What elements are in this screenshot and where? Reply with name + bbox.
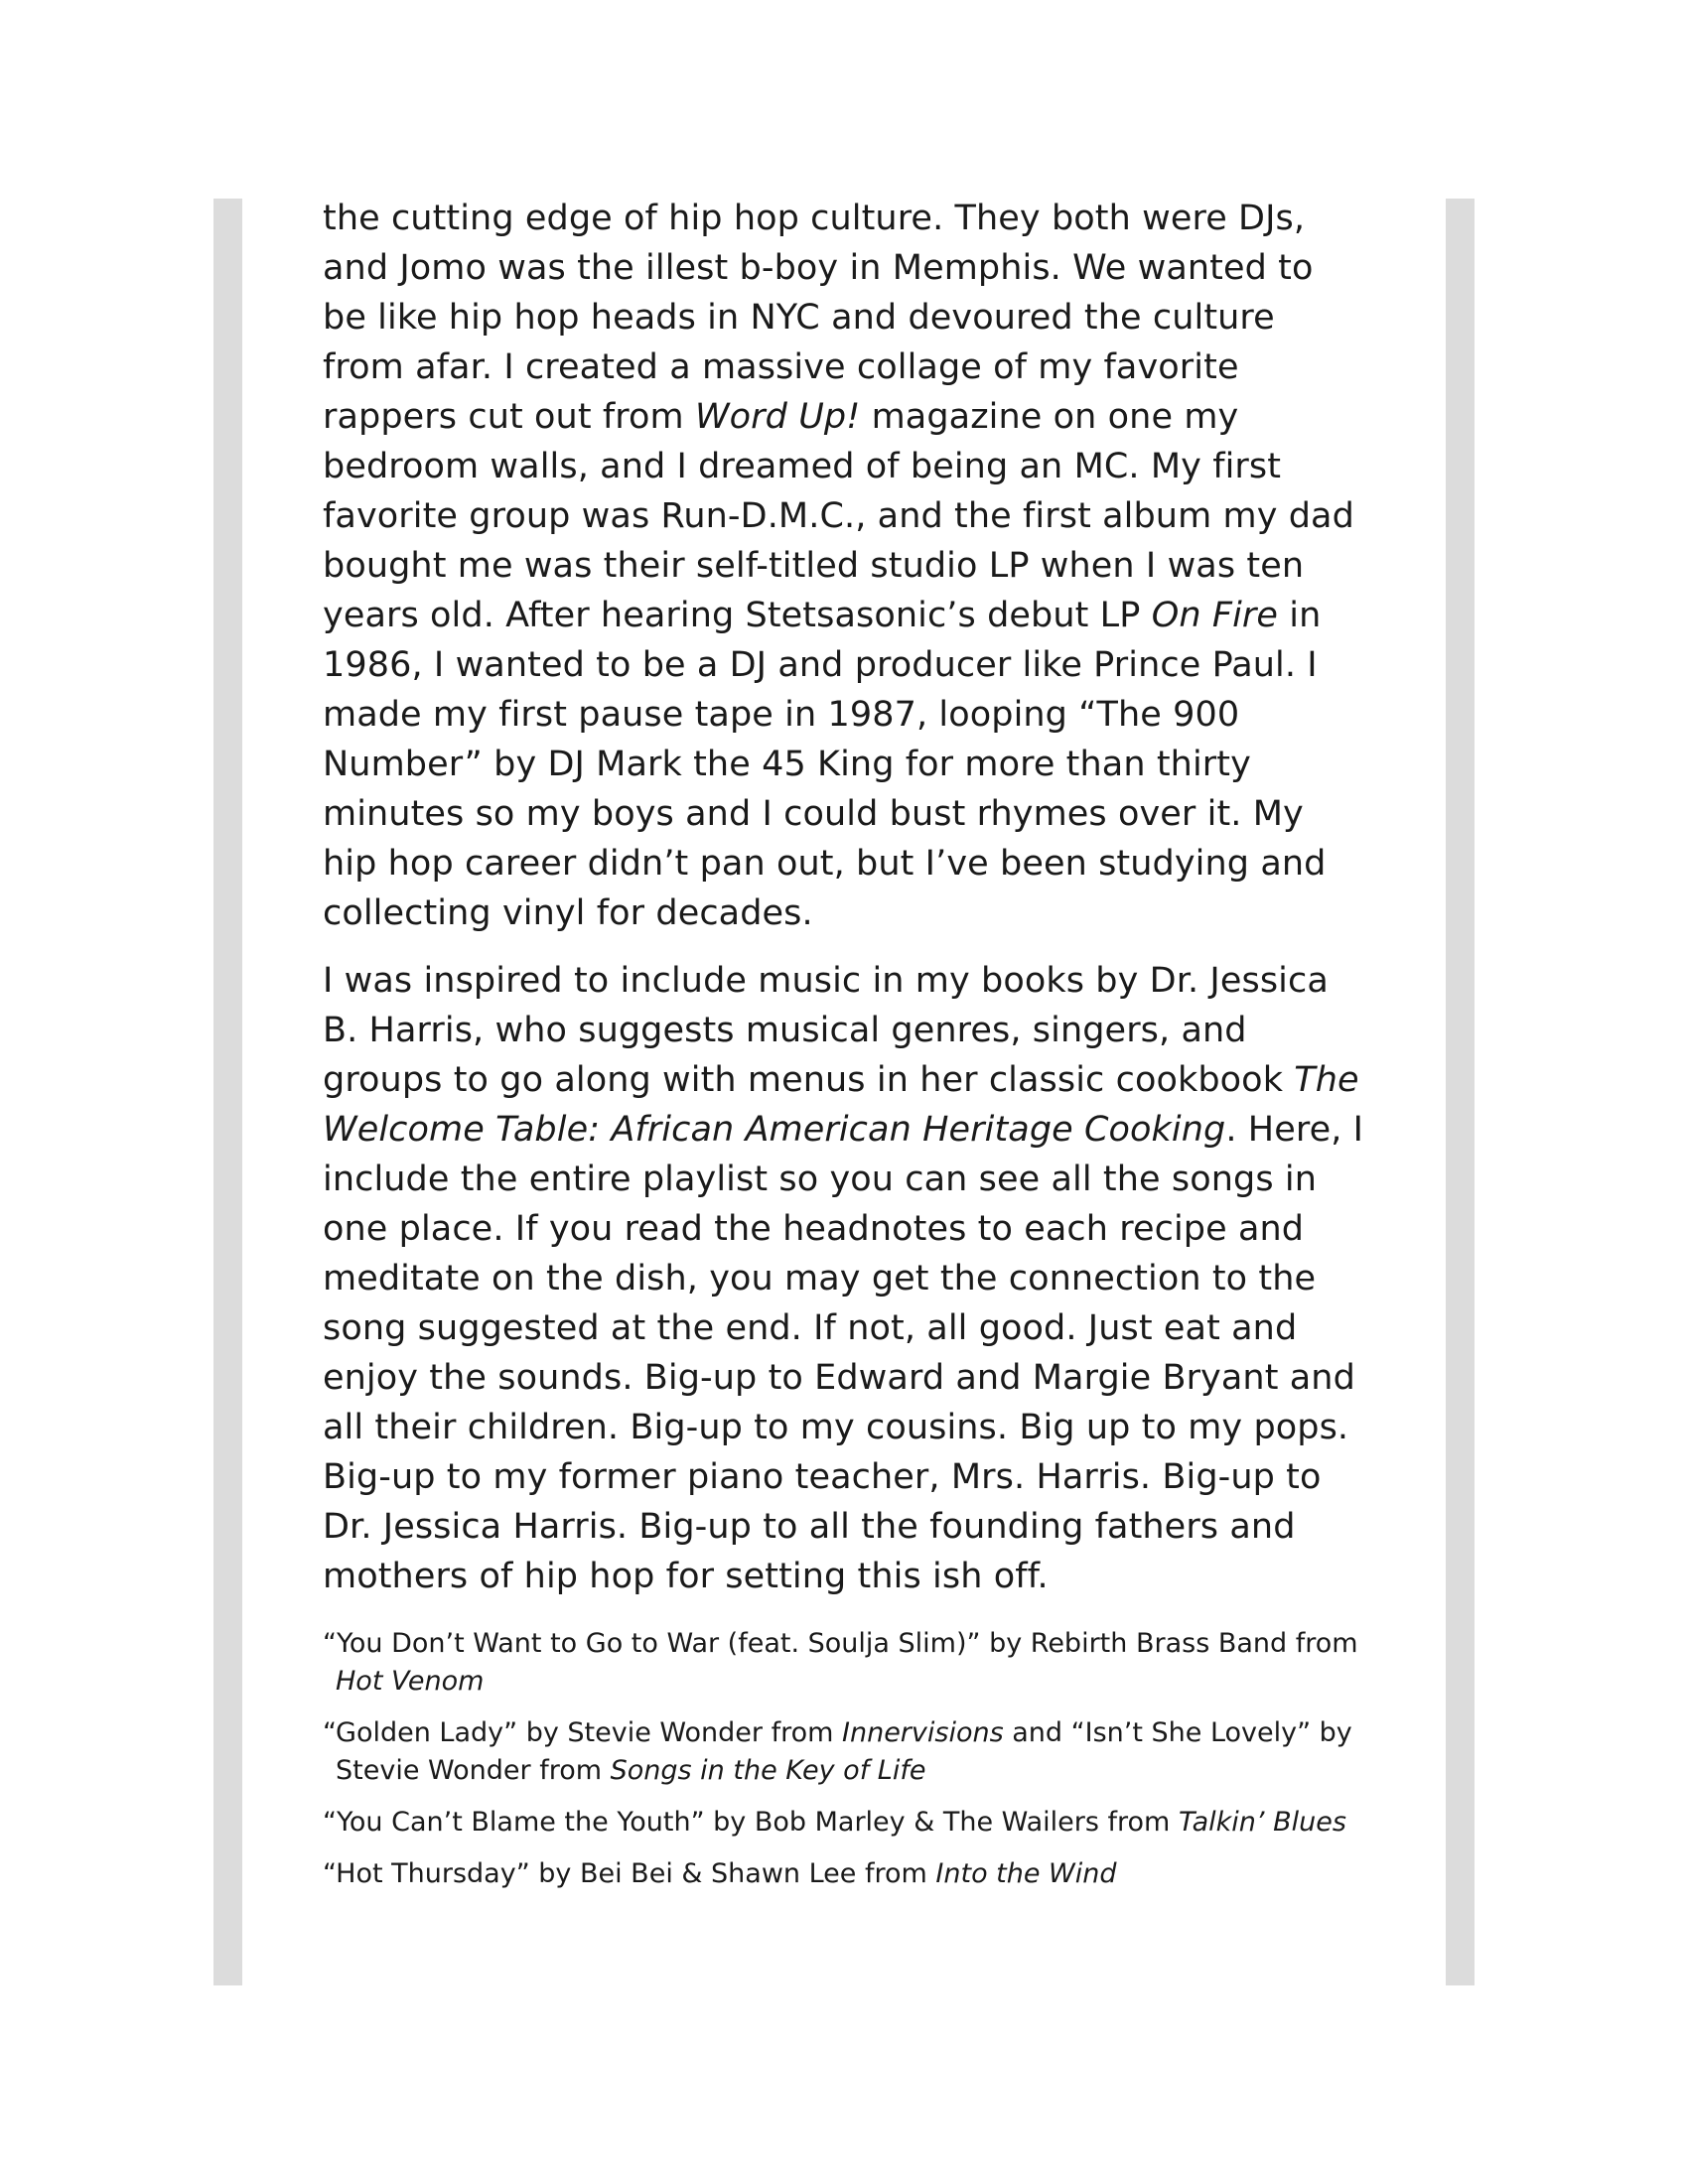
body-text — [323, 194, 1365, 1601]
italic-title-text: On Fire — [1151, 596, 1279, 635]
text-run: “You Don’t Want to Go to War (feat. Soulja Slim)” by Rebirth Brass Band from — [323, 1628, 1358, 1659]
right-margin-bar — [1446, 199, 1475, 1985]
playlist — [323, 1625, 1365, 1893]
italic-title-text: Word Up! — [694, 397, 861, 437]
italic-title-text: Innervisions — [842, 1717, 1004, 1748]
text-run: “Hot Thursday” by Bei Bei & Shawn Lee from — [323, 1858, 936, 1889]
body-paragraph — [323, 956, 1365, 1601]
playlist-item — [323, 1855, 1365, 1893]
text-run: “Golden Lady” by Stevie Wonder from — [323, 1717, 842, 1748]
left-margin-bar — [213, 199, 242, 1985]
italic-title-text: Hot Venom — [336, 1666, 485, 1697]
text-run: and “Isn’t She Lovely” by Stevie Wonder from — [336, 1717, 1352, 1786]
text-run: . Here, I include the entire playlist so you can see all the songs in one place. If you read the headnotes to each recipe and meditate on the dish, you may get the connection to the song suggested at the end. If not, all good. Just eat and enjoy the sounds. Big-up to Edward and Margie Bryant and all their children. Big-up to my cousins. Big up to my pops. Big-up to my former piano teacher, Mrs. Harris. Big-up to Dr. Jessica Harris. Big-up to all the founding fathers and mothers of hip hop for setting this ish off. — [323, 1110, 1364, 1596]
playlist-item — [323, 1625, 1365, 1701]
italic-title-text: Talkin’ Blues — [1178, 1807, 1346, 1838]
italic-title-text: The Welcome Table: African American Heritage Cooking — [323, 1060, 1359, 1150]
text-run: the cutting edge of hip hop culture. They both were DJs, and Jomo was the illest b-boy in Memphis. We wanted to be like hip hop heads in NYC and devoured the culture from afar. I created a massive collage of my favorite rappers cut out from — [323, 199, 1314, 437]
playlist-item — [323, 1804, 1365, 1842]
page-content — [323, 194, 1365, 1907]
playlist-item — [323, 1714, 1365, 1790]
text-run: magazine on one my bedroom walls, and I dreamed of being an MC. My first favorite group was Run-D.M.C., and the first album my dad bought me was their self-titled studio LP when I was ten years old. After hearing Stetsasonic’s debut LP — [323, 397, 1354, 635]
italic-title-text: Songs in the Key of Life — [610, 1755, 926, 1786]
text-run: I was inspired to include music in my books by Dr. Jessica B. Harris, who suggests musical genres, singers, and groups to go along with menus in her classic cookbook — [323, 961, 1329, 1100]
body-paragraph — [323, 194, 1365, 938]
italic-title-text: Into the Wind — [935, 1858, 1117, 1889]
text-run: in 1986, I wanted to be a DJ and producer like Prince Paul. I made my first pause tape in 1987, looping “The 900 Number” by DJ Mark the 45 King for more than thirty minutes so my boys and I could bust rhymes over it. My hip hop career didn’t pan out, but I’ve been studying and collecting vinyl for decades. — [323, 596, 1327, 933]
text-run: “You Can’t Blame the Youth” by Bob Marley & The Wailers from — [323, 1807, 1179, 1838]
